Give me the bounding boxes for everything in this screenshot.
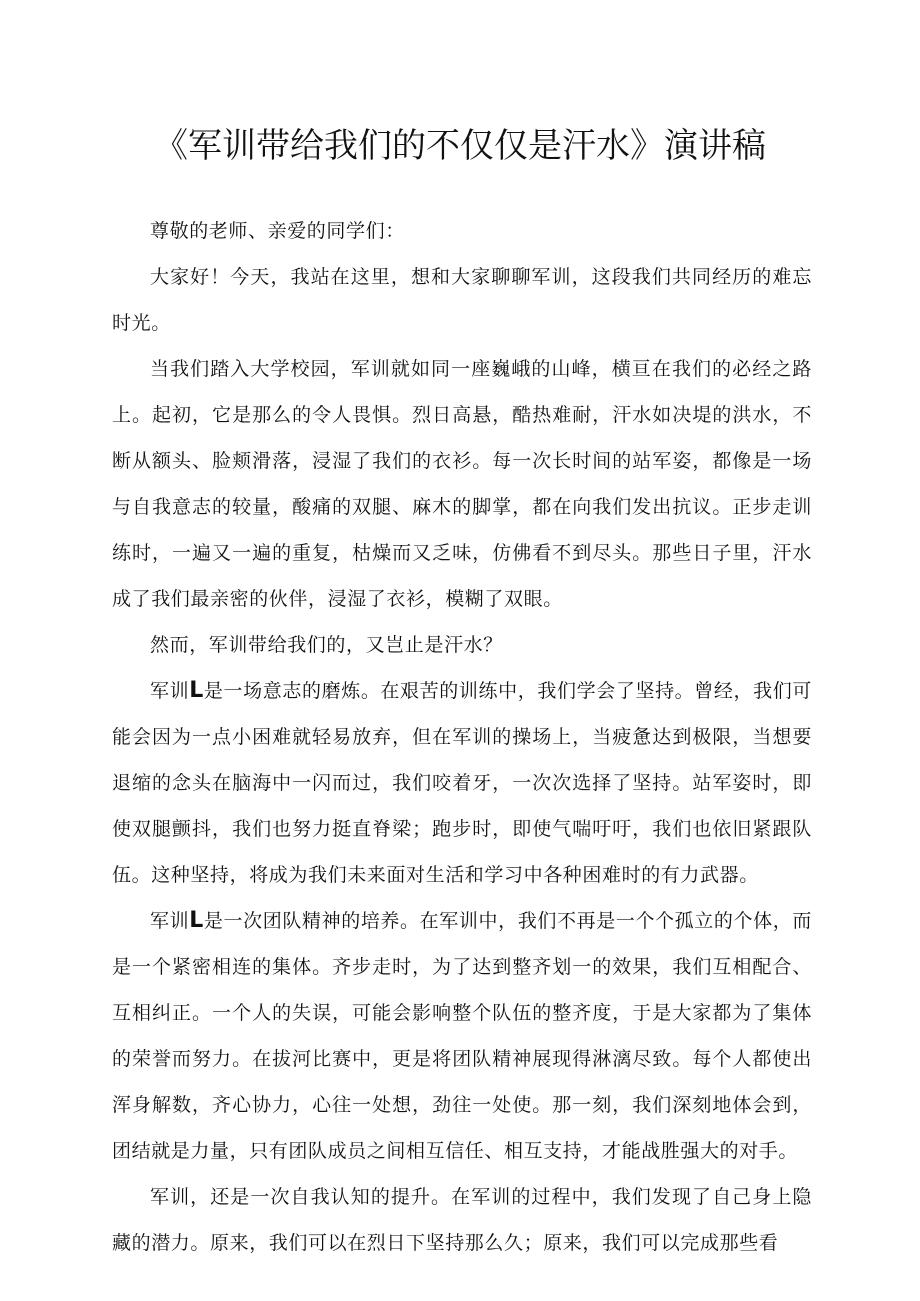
paragraph-intro: 当我们踏入大学校园，军训就如同一座巍峨的山峰，横亘在我们的必经之路上。起初，它是那么的令人畏惧。烈日高悬，酷热难耐，汗水如决堤的洪水，不断从额头、脸颊滑落，浸湿了我们的衣衫。每一次长时间的站军姿，都像是一场与自我意志的较量，酸痛的双腿、麻木的脚掌，都在向我们发出抗议。正步走训练时，一遍又一遍的重复，枯燥而又乏味，仿佛看不到尽头。那些日子里，汗水成了我们最亲密的伙伴，浸湿了衣衫，模糊了双眼。 bbox=[112, 358, 812, 610]
document-title: 《军训带给我们的不仅仅是汗水》演讲稿 bbox=[154, 126, 766, 166]
paragraph-teamwork bbox=[112, 898, 812, 1174]
paragraph-willpower bbox=[112, 668, 812, 898]
paragraph-text: 是一场意志的磨炼。在艰苦的训练中，我们学会了坚持。曾经，我们可能会因为一点小困难就轻易放弃，但在军训的操场上，当疲惫达到极限，当想要退缩的念头在脑海中一闪而过，我们咬着牙，一次次选择了坚持。站军姿时，即使双腿颤抖，我们也努力挺直脊梁；跑步时，即使气喘吁吁，我们也依旧紧跟队伍。这种坚持，将成为我们未来面对生活和学习中各种困难时的有力武器。 bbox=[112, 680, 812, 886]
paragraph-text: 是一次团队精神的培养。在军训中，我们不再是一个个孤立的个体，而是一个紧密相连的集体。齐步走时，为了达到整齐划一的效果，我们互相配合、互相纠正。一个人的失误，可能会影响整个队伍的整齐度，于是大家都为了集体的荣誉而努力。在拔河比赛中，更是将团队精神展现得淋漓尽致。每个人都使出浑身解数，齐心协力，心往一处想，劲往一处使。那一刻，我们深刻地体会到，团结就是力量，只有团队成员之间相互信任、相互支持，才能战胜强大的对手。 bbox=[112, 910, 812, 1162]
paragraph-self-awareness: 军训，还是一次自我认知的提升。在军训的过程中，我们发现了自己身上隐藏的潜力。原来，我们可以在烈日下坚持那么久；原来，我们可以完成那些看 bbox=[112, 1186, 812, 1254]
paragraph-prefix: 军训 bbox=[150, 680, 190, 702]
paragraph-prefix: 军训 bbox=[150, 910, 190, 932]
prefix-mark: L bbox=[189, 678, 204, 703]
paragraph-greeting: 大家好！今天，我站在这里，想和大家聊聊军训，这段我们共同经历的难忘时光。 bbox=[112, 266, 812, 334]
paragraph-question: 然而，军训带给我们的，又岂止是汗水？ bbox=[150, 634, 503, 656]
document-body bbox=[112, 208, 812, 1266]
salutation: 尊敬的老师、亲爱的同学们： bbox=[150, 220, 405, 242]
prefix-mark: L bbox=[189, 908, 204, 933]
